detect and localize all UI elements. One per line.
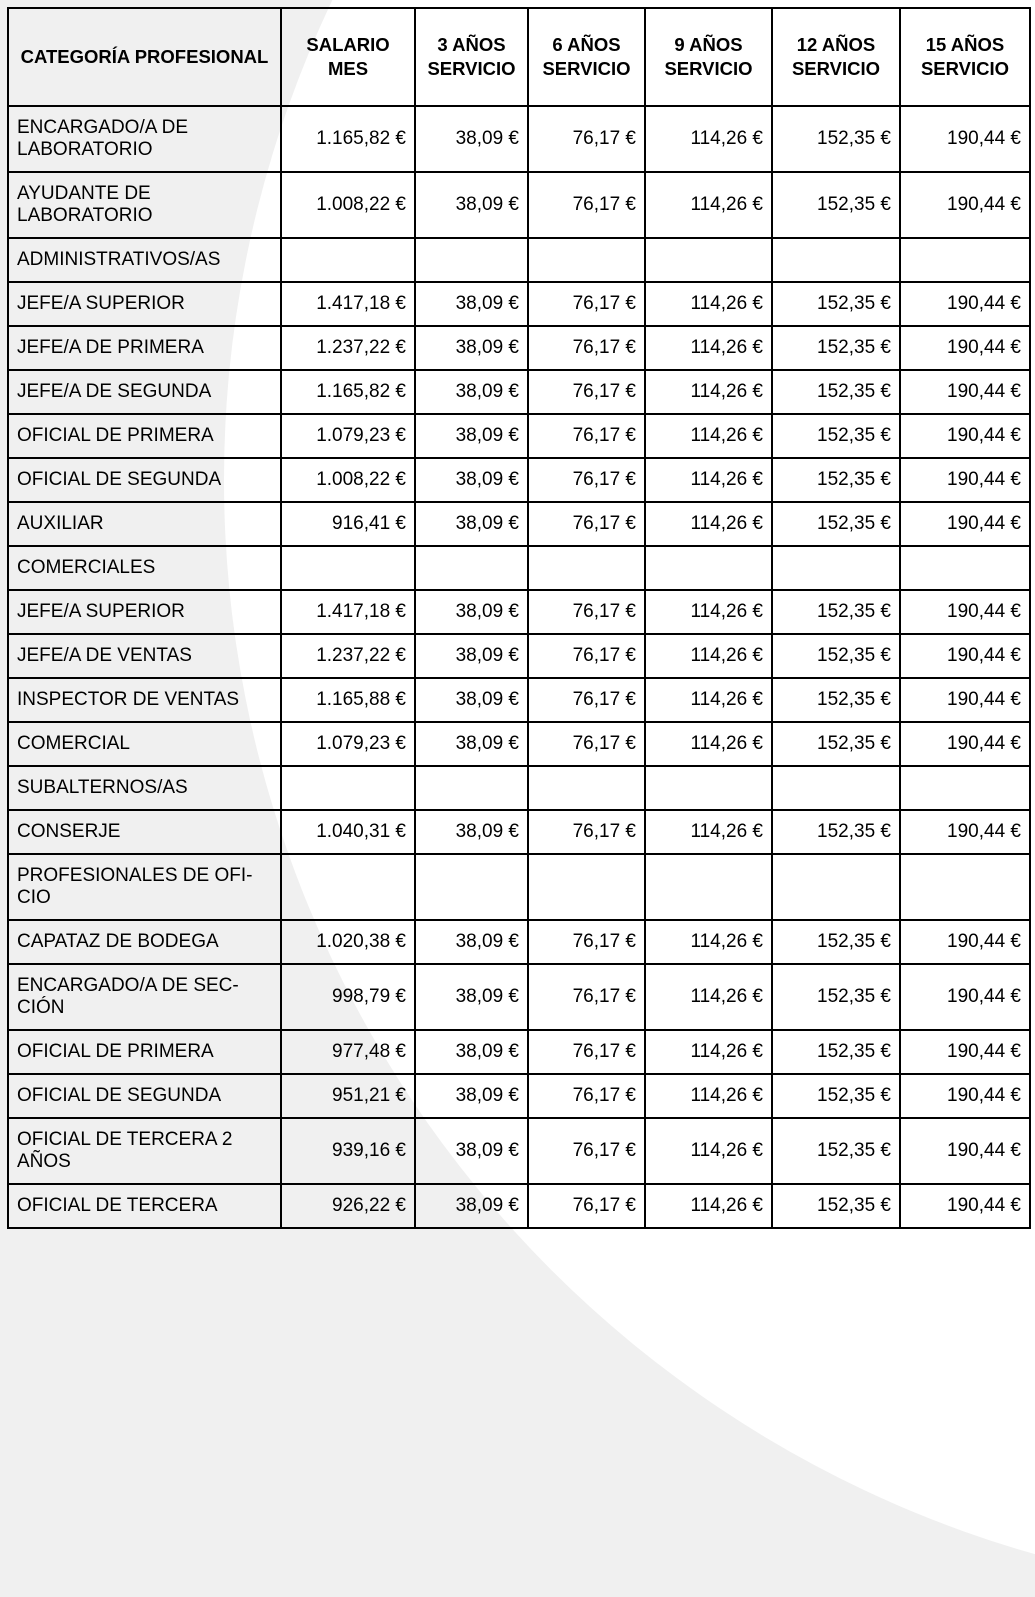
value-cell: 114,26 € (645, 722, 772, 766)
value-cell: 152,35 € (772, 172, 900, 238)
value-cell: 76,17 € (528, 1074, 645, 1118)
salary-table (7, 7, 1031, 1229)
value-cell: 190,44 € (900, 370, 1030, 414)
section-row (8, 854, 1030, 920)
value-cell: 1.237,22 € (281, 634, 415, 678)
value-cell: 76,17 € (528, 326, 645, 370)
value-cell: 152,35 € (772, 1030, 900, 1074)
category-cell: OFICIAL DE PRIMERA (8, 414, 281, 458)
value-cell: 1.417,18 € (281, 590, 415, 634)
value-cell: 114,26 € (645, 458, 772, 502)
value-cell (900, 766, 1030, 810)
value-cell (281, 546, 415, 590)
value-cell: 152,35 € (772, 370, 900, 414)
value-cell: 951,21 € (281, 1074, 415, 1118)
table-row (8, 810, 1030, 854)
value-cell: 76,17 € (528, 1184, 645, 1228)
column-header: 3 AÑOS SERVICIO (415, 8, 528, 106)
table-row (8, 106, 1030, 172)
value-cell: 926,22 € (281, 1184, 415, 1228)
value-cell: 1.237,22 € (281, 326, 415, 370)
value-cell: 190,44 € (900, 1074, 1030, 1118)
value-cell: 152,35 € (772, 1074, 900, 1118)
value-cell: 190,44 € (900, 964, 1030, 1030)
value-cell: 1.040,31 € (281, 810, 415, 854)
value-cell: 114,26 € (645, 1030, 772, 1074)
value-cell: 114,26 € (645, 172, 772, 238)
value-cell: 114,26 € (645, 964, 772, 1030)
value-cell: 1.079,23 € (281, 414, 415, 458)
value-cell: 152,35 € (772, 502, 900, 546)
value-cell: 152,35 € (772, 414, 900, 458)
value-cell: 38,09 € (415, 678, 528, 722)
value-cell: 38,09 € (415, 1118, 528, 1184)
value-cell: 38,09 € (415, 106, 528, 172)
value-cell: 190,44 € (900, 590, 1030, 634)
value-cell (528, 854, 645, 920)
table-row (8, 282, 1030, 326)
table-row (8, 370, 1030, 414)
value-cell: 114,26 € (645, 590, 772, 634)
category-cell: OFICIAL DE TERCERA 2 AÑOS (8, 1118, 281, 1184)
value-cell: 152,35 € (772, 282, 900, 326)
value-cell: 190,44 € (900, 106, 1030, 172)
value-cell (415, 766, 528, 810)
value-cell: 76,17 € (528, 722, 645, 766)
category-cell: INSPECTOR DE VENTAS (8, 678, 281, 722)
table-row (8, 502, 1030, 546)
section-row (8, 238, 1030, 282)
table-row (8, 1184, 1030, 1228)
value-cell: 1.079,23 € (281, 722, 415, 766)
value-cell: 76,17 € (528, 678, 645, 722)
category-cell: CONSERJE (8, 810, 281, 854)
column-header: 12 AÑOS SERVICIO (772, 8, 900, 106)
value-cell: 76,17 € (528, 282, 645, 326)
value-cell: 152,35 € (772, 590, 900, 634)
category-cell: PROFESIONALES DE OFI-CIO (8, 854, 281, 920)
value-cell: 38,09 € (415, 1074, 528, 1118)
value-cell: 76,17 € (528, 920, 645, 964)
value-cell (645, 546, 772, 590)
category-cell: JEFE/A SUPERIOR (8, 282, 281, 326)
value-cell: 114,26 € (645, 810, 772, 854)
table-row (8, 458, 1030, 502)
value-cell: 76,17 € (528, 810, 645, 854)
table-row (8, 634, 1030, 678)
table-row (8, 722, 1030, 766)
value-cell: 114,26 € (645, 414, 772, 458)
column-header: 6 AÑOS SERVICIO (528, 8, 645, 106)
value-cell: 190,44 € (900, 678, 1030, 722)
value-cell: 1.165,82 € (281, 106, 415, 172)
category-cell: JEFE/A DE SEGUNDA (8, 370, 281, 414)
value-cell: 76,17 € (528, 458, 645, 502)
value-cell: 114,26 € (645, 502, 772, 546)
table-row (8, 172, 1030, 238)
value-cell: 152,35 € (772, 920, 900, 964)
value-cell: 114,26 € (645, 920, 772, 964)
value-cell: 1.008,22 € (281, 172, 415, 238)
value-cell: 76,17 € (528, 370, 645, 414)
category-cell: AYUDANTE DE LABORATORIO (8, 172, 281, 238)
table-row (8, 1030, 1030, 1074)
value-cell: 190,44 € (900, 502, 1030, 546)
value-cell: 76,17 € (528, 502, 645, 546)
category-cell: OFICIAL DE PRIMERA (8, 1030, 281, 1074)
value-cell: 190,44 € (900, 414, 1030, 458)
value-cell: 76,17 € (528, 634, 645, 678)
value-cell: 38,09 € (415, 964, 528, 1030)
category-cell: OFICIAL DE SEGUNDA (8, 458, 281, 502)
value-cell: 152,35 € (772, 964, 900, 1030)
value-cell (645, 238, 772, 282)
column-header: SALARIO MES (281, 8, 415, 106)
column-header: 15 AÑOS SERVICIO (900, 8, 1030, 106)
value-cell: 1.008,22 € (281, 458, 415, 502)
value-cell: 76,17 € (528, 590, 645, 634)
category-cell: CAPATAZ DE BODEGA (8, 920, 281, 964)
value-cell: 38,09 € (415, 502, 528, 546)
value-cell: 76,17 € (528, 172, 645, 238)
value-cell: 1.020,38 € (281, 920, 415, 964)
table-row (8, 1118, 1030, 1184)
value-cell (772, 238, 900, 282)
value-cell (900, 238, 1030, 282)
value-cell: 114,26 € (645, 634, 772, 678)
value-cell: 190,44 € (900, 172, 1030, 238)
value-cell (772, 854, 900, 920)
value-cell: 190,44 € (900, 920, 1030, 964)
value-cell (415, 546, 528, 590)
value-cell: 190,44 € (900, 458, 1030, 502)
value-cell: 190,44 € (900, 282, 1030, 326)
value-cell (415, 238, 528, 282)
value-cell: 190,44 € (900, 326, 1030, 370)
category-cell: SUBALTERNOS/AS (8, 766, 281, 810)
category-cell: ADMINISTRATIVOS/AS (8, 238, 281, 282)
value-cell: 190,44 € (900, 1030, 1030, 1074)
value-cell: 152,35 € (772, 722, 900, 766)
value-cell: 114,26 € (645, 282, 772, 326)
value-cell (900, 546, 1030, 590)
value-cell: 38,09 € (415, 414, 528, 458)
category-cell: JEFE/A SUPERIOR (8, 590, 281, 634)
value-cell: 152,35 € (772, 326, 900, 370)
category-cell: JEFE/A DE PRIMERA (8, 326, 281, 370)
value-cell: 76,17 € (528, 414, 645, 458)
value-cell: 114,26 € (645, 678, 772, 722)
value-cell: 152,35 € (772, 1184, 900, 1228)
category-cell: ENCARGADO/A DE LABORATORIO (8, 106, 281, 172)
table-row (8, 326, 1030, 370)
value-cell: 152,35 € (772, 458, 900, 502)
value-cell: 152,35 € (772, 106, 900, 172)
value-cell (281, 854, 415, 920)
category-cell: OFICIAL DE SEGUNDA (8, 1074, 281, 1118)
category-cell: JEFE/A DE VENTAS (8, 634, 281, 678)
value-cell (528, 766, 645, 810)
value-cell (900, 854, 1030, 920)
table-header-row (8, 8, 1030, 106)
value-cell: 38,09 € (415, 722, 528, 766)
value-cell: 38,09 € (415, 458, 528, 502)
value-cell (415, 854, 528, 920)
value-cell: 76,17 € (528, 1030, 645, 1074)
value-cell (645, 854, 772, 920)
category-cell: ENCARGADO/A DE SEC-CIÓN (8, 964, 281, 1030)
table-row (8, 414, 1030, 458)
value-cell: 38,09 € (415, 590, 528, 634)
value-cell (772, 766, 900, 810)
value-cell: 998,79 € (281, 964, 415, 1030)
value-cell: 152,35 € (772, 1118, 900, 1184)
value-cell: 38,09 € (415, 634, 528, 678)
table-row (8, 678, 1030, 722)
value-cell (528, 238, 645, 282)
section-row (8, 546, 1030, 590)
value-cell: 114,26 € (645, 1074, 772, 1118)
table-row (8, 920, 1030, 964)
category-cell: COMERCIALES (8, 546, 281, 590)
value-cell: 114,26 € (645, 1118, 772, 1184)
value-cell (528, 546, 645, 590)
value-cell: 76,17 € (528, 106, 645, 172)
value-cell: 1.165,82 € (281, 370, 415, 414)
value-cell (772, 546, 900, 590)
value-cell: 76,17 € (528, 1118, 645, 1184)
value-cell: 114,26 € (645, 106, 772, 172)
value-cell: 114,26 € (645, 370, 772, 414)
table-row (8, 590, 1030, 634)
value-cell: 190,44 € (900, 1118, 1030, 1184)
value-cell: 38,09 € (415, 172, 528, 238)
value-cell: 152,35 € (772, 634, 900, 678)
value-cell: 977,48 € (281, 1030, 415, 1074)
value-cell: 190,44 € (900, 810, 1030, 854)
category-cell: OFICIAL DE TERCERA (8, 1184, 281, 1228)
value-cell: 38,09 € (415, 1030, 528, 1074)
value-cell: 38,09 € (415, 282, 528, 326)
category-cell: AUXILIAR (8, 502, 281, 546)
table-row (8, 964, 1030, 1030)
value-cell: 38,09 € (415, 370, 528, 414)
value-cell (281, 238, 415, 282)
value-cell: 916,41 € (281, 502, 415, 546)
value-cell: 114,26 € (645, 1184, 772, 1228)
value-cell: 38,09 € (415, 1184, 528, 1228)
value-cell: 190,44 € (900, 722, 1030, 766)
value-cell: 38,09 € (415, 810, 528, 854)
value-cell: 114,26 € (645, 326, 772, 370)
category-cell: COMERCIAL (8, 722, 281, 766)
value-cell (645, 766, 772, 810)
value-cell: 152,35 € (772, 678, 900, 722)
value-cell: 38,09 € (415, 920, 528, 964)
value-cell: 152,35 € (772, 810, 900, 854)
value-cell: 939,16 € (281, 1118, 415, 1184)
value-cell: 1.165,88 € (281, 678, 415, 722)
table-row (8, 1074, 1030, 1118)
column-header: 9 AÑOS SERVICIO (645, 8, 772, 106)
column-header: CATEGORÍA PROFESIONAL (8, 8, 281, 106)
value-cell: 38,09 € (415, 326, 528, 370)
value-cell: 190,44 € (900, 1184, 1030, 1228)
section-row (8, 766, 1030, 810)
value-cell: 1.417,18 € (281, 282, 415, 326)
value-cell (281, 766, 415, 810)
value-cell: 76,17 € (528, 964, 645, 1030)
value-cell: 190,44 € (900, 634, 1030, 678)
